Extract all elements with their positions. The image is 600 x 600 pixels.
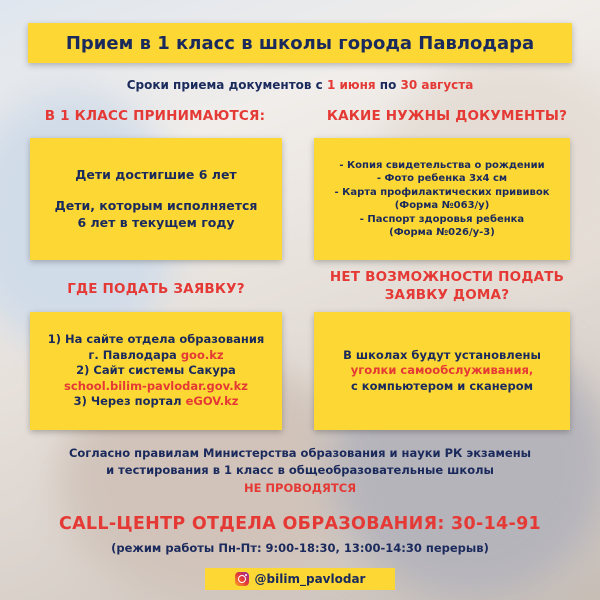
call-center-hours: (режим работы Пн-Пт: 9:00-18:30, 13:00-14:30 перерыв) [111, 541, 489, 555]
sakura-link[interactable]: school.bilim-pavlodar.gov.kz [64, 378, 248, 393]
accept-box [30, 138, 282, 260]
nohome-heading-line-1: НЕТ ВОЗМОЖНОСТИ ПОДАТЬ [329, 269, 565, 285]
docs-heading: КАКИЕ НУЖНЫ ДОКУМЕНТЫ? [326, 108, 568, 124]
egov-link[interactable]: eGOV.kz [185, 394, 239, 409]
where-box [30, 312, 282, 430]
page-title [28, 23, 572, 63]
nohome-line-3: с компьютером и сканером [350, 378, 534, 393]
exam-note-line-1: Согласно правилам Министерства образования и науки РК экзамены [68, 446, 532, 460]
dates-prefix: Сроки приема документов с [126, 78, 327, 92]
instagram-badge[interactable] [205, 568, 395, 590]
call-center-phone[interactable]: 30-14-91 [451, 514, 542, 534]
exam-note-line-2: и тестирования в 1 класс в общеобразовательные школы [106, 463, 494, 478]
nohome-line-2: уголки самообслуживания, [350, 363, 534, 378]
nohome-box [314, 312, 570, 430]
docs-item: (Форма №026/у-3) [389, 227, 495, 238]
instagram-icon [235, 572, 249, 586]
exam-note [0, 445, 600, 497]
dates-middle: по [375, 78, 401, 92]
nohome-heading [312, 268, 582, 304]
instagram-handle: @bilim_pavlodar [254, 572, 366, 586]
dates-to: 30 августа [400, 78, 474, 92]
call-center-label: CALL-ЦЕНТР ОТДЕЛА ОБРАЗОВАНИЯ: [58, 514, 452, 534]
docs-item: - Фото ребенка 3х4 см [376, 173, 508, 184]
docs-item: - Копия свидетельства о рождении [339, 159, 545, 171]
accept-line-3: 6 лет в текущем году [77, 214, 235, 230]
nohome-heading-line-2: ЗАЯВКУ ДОМА? [384, 287, 510, 304]
where-heading: ГДЕ ПОДАТЬ ЗАЯВКУ? [67, 281, 245, 297]
dates-line [0, 78, 600, 92]
where-line-5 [74, 394, 239, 410]
docs-item: - Карта профилактических прививок [334, 186, 550, 198]
exam-note-line-3: НЕ ПРОВОДЯТСЯ [243, 480, 357, 495]
docs-item: (Форма №063/у) [394, 200, 490, 211]
where-line-1: 1) На сайте отдела образования [47, 332, 265, 347]
accept-line-1: Дети достигшие 6 лет [75, 166, 237, 182]
where-line-3: 2) Сайт системы Сакура [76, 363, 236, 378]
where-line-5-text: 3) Через портал [73, 394, 186, 409]
where-line-2-text: г. Павлодара [88, 347, 181, 362]
docs-box [314, 138, 570, 260]
call-center [0, 514, 600, 534]
goo-kz-link[interactable]: goo.kz [180, 347, 224, 362]
accept-line-2: Дети, которым исполняется [54, 197, 258, 213]
where-line-2 [88, 348, 223, 364]
page-title-text: Прием в 1 класс в школы города Павлодара [65, 32, 535, 54]
docs-item: - Паспорт здоровья ребенка [359, 213, 525, 225]
dates-from: 1 июня [326, 78, 376, 92]
nohome-line-1: В школах будут установлены [343, 347, 541, 362]
accept-heading: В 1 КЛАСС ПРИНИМАЮТСЯ: [44, 108, 266, 124]
